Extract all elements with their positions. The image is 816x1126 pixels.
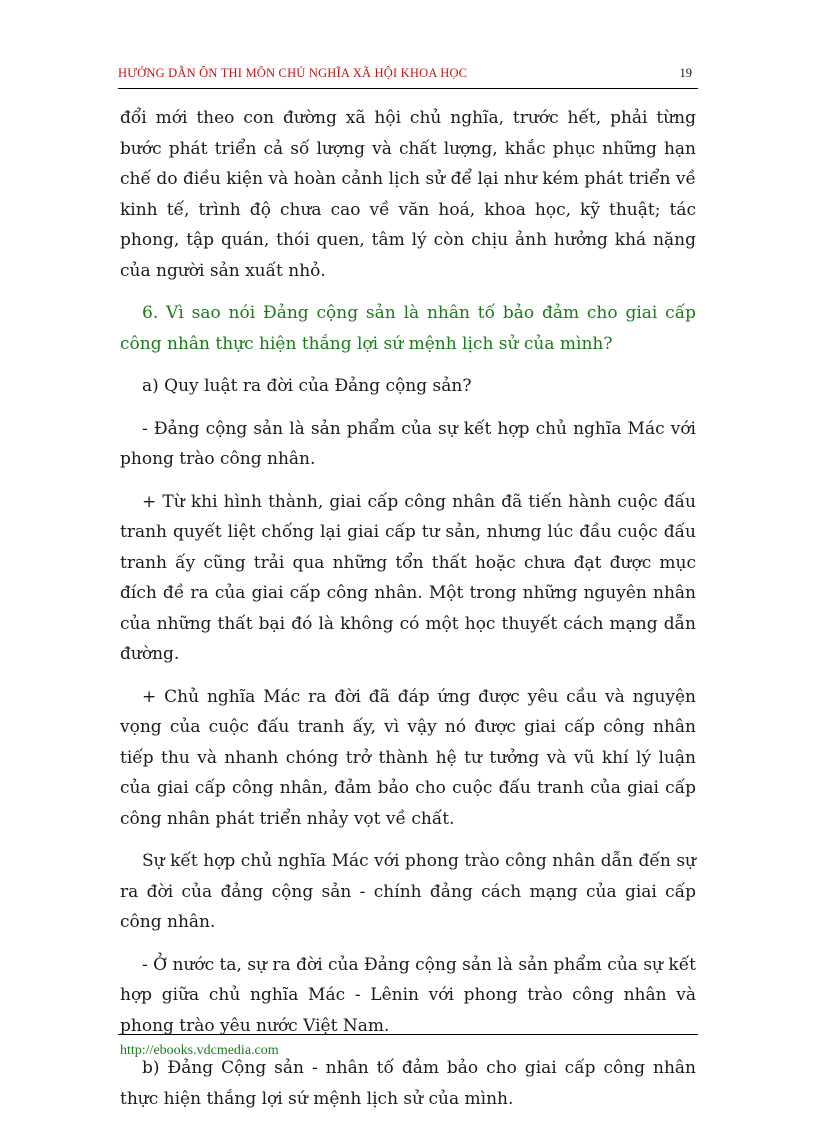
footer-link[interactable]: http://ebooks.vdcmedia.com [120,1043,279,1058]
page-number: 19 [679,66,692,80]
paragraph: - Ở nước ta, sự ra đời của Đảng cộng sản là sản phẩm của sự kết hợp giữa chủ nghĩa Mác - Lênin với phong trào công nhân và phong trào yêu nước Việt Nam. [120,954,696,1036]
page-body [120,103,696,1126]
paragraph-continuation: đổi mới theo con đường xã hội chủ nghĩa, trước hết, phải từng bước phát triển cả số lượng và chất lượng, khắc phục những hạn chế do điều kiện và hoàn cảnh lịch sử để lại như kém phát triển về kinh tế, trình độ chưa cao về văn hoá, khoa học, kỹ thuật; tác phong, tập quán, thói quen, tâm lý còn chịu ảnh hưởng khá nặng của người sản xuất nhỏ. [120,108,696,281]
header-title: HƯỚNG DẪN ÔN THI MÔN CHỦ NGHĨA XÃ HỘI KHOA HỌC [118,66,468,80]
paragraph: - Đảng cộng sản là sản phẩm của sự kết hợp chủ nghĩa Mác với phong trào công nhân. [120,418,696,469]
paragraph: + Chủ nghĩa Mác ra đời đã đáp ứng được yêu cầu và nguyện vọng của cuộc đấu tranh ấy, vì vậy nó được giai cấp công nhân tiếp thu và nhanh chóng trở thành hệ tư tưởng và vũ khí lý luận của giai cấp công nhân, đảm bảo cho cuộc đấu tranh của giai cấp công nhân phát triển nhảy vọt về chất. [120,686,696,829]
section-heading: 6. Vì sao nói Đảng cộng sản là nhân tố bảo đảm cho giai cấp công nhân thực hiện thắng lợi sứ mệnh lịch sử của mình? [120,303,696,354]
subsection-heading-a: a) Quy luật ra đời của Đảng cộng sản? [142,376,472,396]
footer-divider [118,1034,698,1035]
paragraph: + Từ khi hình thành, giai cấp công nhân đã tiến hành cuộc đấu tranh quyết liệt chống lại giai cấp tư sản, nhưng lúc đầu cuộc đấu tranh ấy cũng trải qua những tổn thất hoặc chưa đạt được mục đích đề ra của giai cấp công nhân. Một trong những nguyên nhân của những thất bại đó là không có một học thuyết cách mạng dẫn đường. [120,491,696,664]
page-header [118,62,698,89]
subsection-heading-b: b) Đảng Cộng sản - nhân tố đảm bảo cho giai cấp công nhân thực hiện thắng lợi sứ mệnh lịch sử của mình. [120,1058,696,1109]
paragraph: Sự kết hợp chủ nghĩa Mác với phong trào công nhân dẫn đến sự ra đời của đảng cộng sản - chính đảng cách mạng của giai cấp công nhân. [120,851,696,932]
